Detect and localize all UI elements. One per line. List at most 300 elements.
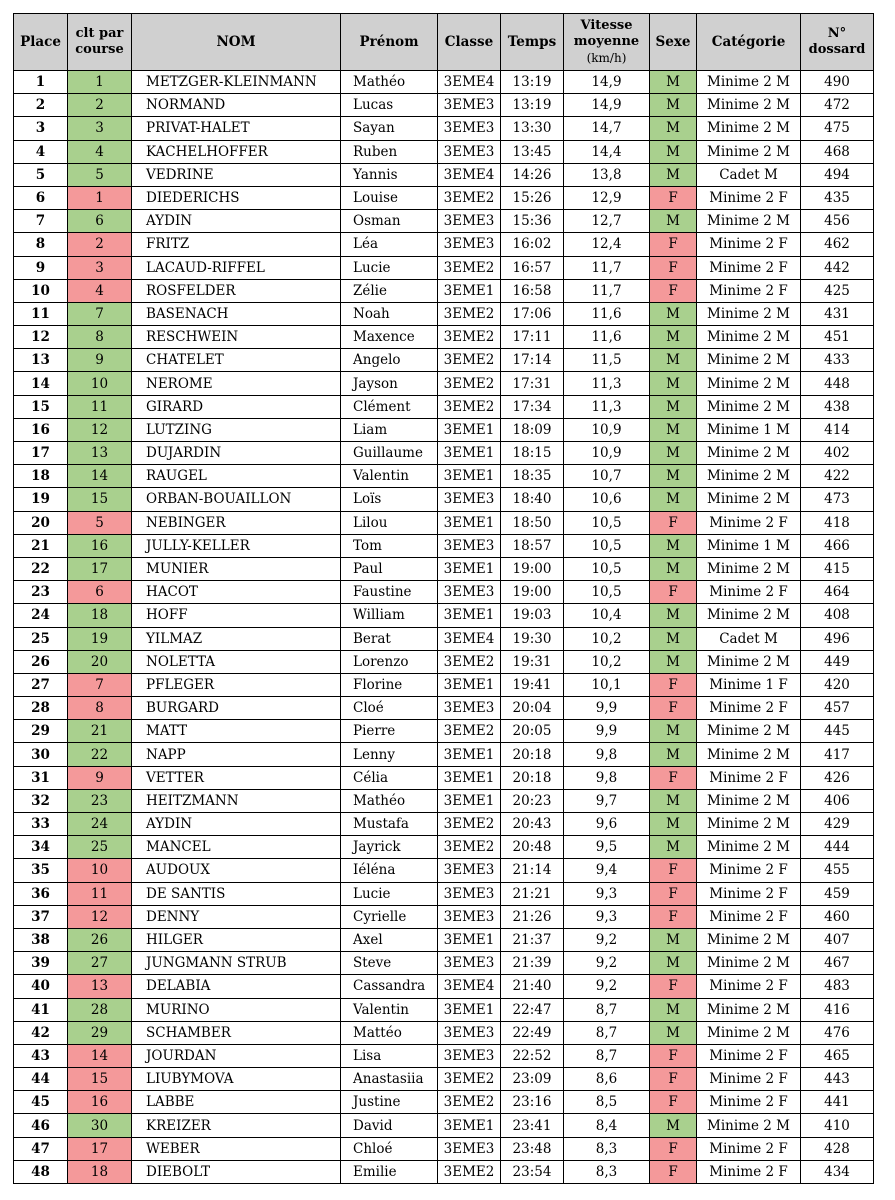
cell-nom: HEITZMANN (132, 789, 341, 812)
cell-prenom: Jayson (341, 372, 438, 395)
cell-nom: JOURDAN (132, 1044, 341, 1067)
cell-nom: NEROME (132, 372, 341, 395)
cell-classe: 3EME3 (438, 1044, 501, 1067)
cell-prenom: Cloé (341, 697, 438, 720)
table-row (14, 952, 874, 975)
cell-sexe: F (650, 882, 697, 905)
table-row (14, 1044, 874, 1067)
cell-dossard: 425 (801, 279, 874, 302)
cell-categorie: Minime 2 M (697, 140, 801, 163)
cell-clt-par-course: 4 (68, 279, 132, 302)
cell-dossard: 442 (801, 256, 874, 279)
cell-place: 39 (14, 952, 68, 975)
cell-temps: 21:14 (501, 859, 564, 882)
cell-place: 28 (14, 697, 68, 720)
cell-dossard: 476 (801, 1021, 874, 1044)
table-row (14, 163, 874, 186)
cell-sexe: M (650, 71, 697, 94)
cell-classe: 3EME2 (438, 836, 501, 859)
cell-temps: 21:37 (501, 928, 564, 951)
cell-prenom: Mathéo (341, 71, 438, 94)
table-row (14, 1160, 874, 1183)
cell-clt-par-course: 11 (68, 395, 132, 418)
cell-place: 2 (14, 94, 68, 117)
cell-vitesse: 10,5 (564, 581, 650, 604)
cell-nom: NOLETTA (132, 650, 341, 673)
cell-clt-par-course: 15 (68, 488, 132, 511)
header-clt-par-course (68, 14, 132, 71)
cell-dossard: 408 (801, 604, 874, 627)
cell-categorie: Minime 1 F (697, 673, 801, 696)
cell-dossard: 494 (801, 163, 874, 186)
cell-classe: 3EME2 (438, 256, 501, 279)
cell-temps: 22:52 (501, 1044, 564, 1067)
cell-prenom: Lisa (341, 1044, 438, 1067)
cell-sexe: F (650, 279, 697, 302)
cell-vitesse: 9,2 (564, 952, 650, 975)
cell-prenom: Tom (341, 534, 438, 557)
cell-clt-par-course: 14 (68, 465, 132, 488)
cell-prenom: Noah (341, 302, 438, 325)
cell-temps: 19:00 (501, 557, 564, 580)
table-row (14, 256, 874, 279)
cell-nom: NAPP (132, 743, 341, 766)
cell-dossard: 407 (801, 928, 874, 951)
cell-clt-par-course: 29 (68, 1021, 132, 1044)
cell-prenom: Lucie (341, 882, 438, 905)
cell-vitesse: 8,3 (564, 1137, 650, 1160)
cell-prenom: Angelo (341, 349, 438, 372)
cell-categorie: Minime 1 M (697, 534, 801, 557)
cell-dossard: 465 (801, 1044, 874, 1067)
cell-sexe: M (650, 465, 697, 488)
cell-vitesse: 9,7 (564, 789, 650, 812)
cell-sexe: F (650, 975, 697, 998)
cell-vitesse: 11,3 (564, 372, 650, 395)
cell-classe: 3EME1 (438, 442, 501, 465)
cell-clt-par-course: 12 (68, 418, 132, 441)
cell-dossard: 451 (801, 326, 874, 349)
cell-sexe: F (650, 1068, 697, 1091)
cell-place: 37 (14, 905, 68, 928)
cell-dossard: 460 (801, 905, 874, 928)
header-clt-line1: clt par (75, 26, 124, 41)
cell-temps: 20:23 (501, 789, 564, 812)
cell-temps: 23:48 (501, 1137, 564, 1160)
cell-prenom: Axel (341, 928, 438, 951)
cell-dossard: 433 (801, 349, 874, 372)
results-sheet (13, 13, 874, 1184)
cell-dossard: 466 (801, 534, 874, 557)
cell-categorie: Minime 2 M (697, 952, 801, 975)
cell-place: 40 (14, 975, 68, 998)
table-row (14, 1068, 874, 1091)
table-row (14, 418, 874, 441)
cell-categorie: Minime 2 M (697, 998, 801, 1021)
cell-prenom: Liam (341, 418, 438, 441)
cell-clt-par-course: 12 (68, 905, 132, 928)
cell-place: 8 (14, 233, 68, 256)
cell-prenom: Osman (341, 210, 438, 233)
cell-temps: 23:09 (501, 1068, 564, 1091)
table-row (14, 813, 874, 836)
cell-place: 36 (14, 882, 68, 905)
cell-place: 17 (14, 442, 68, 465)
cell-prenom: Lilou (341, 511, 438, 534)
table-row (14, 1137, 874, 1160)
cell-clt-par-course: 2 (68, 94, 132, 117)
header-place: Place (14, 14, 68, 71)
cell-vitesse: 9,3 (564, 905, 650, 928)
cell-vitesse: 11,6 (564, 302, 650, 325)
cell-dossard: 444 (801, 836, 874, 859)
cell-temps: 15:26 (501, 186, 564, 209)
cell-prenom: Ruben (341, 140, 438, 163)
cell-sexe: F (650, 233, 697, 256)
cell-temps: 22:47 (501, 998, 564, 1021)
cell-place: 42 (14, 1021, 68, 1044)
cell-categorie: Minime 2 M (697, 210, 801, 233)
cell-prenom: Cyrielle (341, 905, 438, 928)
cell-classe: 3EME3 (438, 697, 501, 720)
cell-categorie: Minime 2 M (697, 1114, 801, 1137)
cell-temps: 17:31 (501, 372, 564, 395)
cell-nom: DIEDERICHS (132, 186, 341, 209)
header-categorie: Catégorie (697, 14, 801, 71)
cell-sexe: M (650, 442, 697, 465)
cell-temps: 23:16 (501, 1091, 564, 1114)
cell-place: 9 (14, 256, 68, 279)
cell-categorie: Minime 2 M (697, 94, 801, 117)
cell-nom: DIEBOLT (132, 1160, 341, 1183)
cell-classe: 3EME1 (438, 766, 501, 789)
cell-sexe: F (650, 1160, 697, 1183)
cell-place: 48 (14, 1160, 68, 1183)
table-row (14, 581, 874, 604)
table-row (14, 859, 874, 882)
cell-nom: AUDOUX (132, 859, 341, 882)
cell-sexe: M (650, 534, 697, 557)
table-row (14, 789, 874, 812)
cell-nom: AYDIN (132, 813, 341, 836)
header-vitesse (564, 14, 650, 71)
table-row (14, 488, 874, 511)
table-row (14, 905, 874, 928)
table-row (14, 928, 874, 951)
cell-clt-par-course: 28 (68, 998, 132, 1021)
table-row (14, 975, 874, 998)
cell-prenom: Emilie (341, 1160, 438, 1183)
cell-categorie: Minime 2 M (697, 1021, 801, 1044)
table-row (14, 511, 874, 534)
cell-temps: 19:00 (501, 581, 564, 604)
cell-clt-par-course: 8 (68, 326, 132, 349)
cell-categorie: Minime 2 F (697, 1160, 801, 1183)
cell-clt-par-course: 5 (68, 511, 132, 534)
cell-clt-par-course: 10 (68, 859, 132, 882)
cell-classe: 3EME2 (438, 650, 501, 673)
cell-clt-par-course: 14 (68, 1044, 132, 1067)
cell-sexe: F (650, 766, 697, 789)
cell-categorie: Minime 2 M (697, 117, 801, 140)
cell-place: 45 (14, 1091, 68, 1114)
cell-vitesse: 10,9 (564, 418, 650, 441)
cell-classe: 3EME2 (438, 813, 501, 836)
cell-classe: 3EME4 (438, 163, 501, 186)
cell-nom: DUJARDIN (132, 442, 341, 465)
cell-place: 29 (14, 720, 68, 743)
header-clt-line2: course (75, 42, 124, 57)
cell-temps: 21:39 (501, 952, 564, 975)
cell-dossard: 434 (801, 1160, 874, 1183)
cell-place: 20 (14, 511, 68, 534)
cell-sexe: F (650, 905, 697, 928)
table-row (14, 604, 874, 627)
cell-nom: NEBINGER (132, 511, 341, 534)
cell-classe: 3EME3 (438, 117, 501, 140)
cell-vitesse: 9,2 (564, 975, 650, 998)
cell-vitesse: 11,3 (564, 395, 650, 418)
cell-place: 10 (14, 279, 68, 302)
table-row (14, 627, 874, 650)
cell-dossard: 417 (801, 743, 874, 766)
cell-clt-par-course: 18 (68, 604, 132, 627)
cell-prenom: Yannis (341, 163, 438, 186)
cell-temps: 18:40 (501, 488, 564, 511)
cell-dossard: 468 (801, 140, 874, 163)
cell-clt-par-course: 11 (68, 882, 132, 905)
cell-temps: 13:45 (501, 140, 564, 163)
table-row (14, 998, 874, 1021)
cell-sexe: M (650, 488, 697, 511)
cell-categorie: Minime 2 M (697, 604, 801, 627)
cell-classe: 3EME3 (438, 882, 501, 905)
cell-nom: YILMAZ (132, 627, 341, 650)
cell-clt-par-course: 30 (68, 1114, 132, 1137)
cell-classe: 3EME4 (438, 627, 501, 650)
table-row (14, 326, 874, 349)
cell-prenom: Sayan (341, 117, 438, 140)
cell-clt-par-course: 6 (68, 210, 132, 233)
cell-categorie: Minime 2 F (697, 256, 801, 279)
cell-dossard: 455 (801, 859, 874, 882)
cell-clt-par-course: 18 (68, 1160, 132, 1183)
cell-prenom: David (341, 1114, 438, 1137)
cell-vitesse: 8,7 (564, 1044, 650, 1067)
cell-place: 7 (14, 210, 68, 233)
cell-categorie: Minime 2 M (697, 720, 801, 743)
cell-place: 34 (14, 836, 68, 859)
cell-categorie: Minime 2 M (697, 442, 801, 465)
cell-place: 13 (14, 349, 68, 372)
cell-nom: RAUGEL (132, 465, 341, 488)
cell-sexe: F (650, 1044, 697, 1067)
cell-prenom: Léa (341, 233, 438, 256)
cell-clt-par-course: 1 (68, 186, 132, 209)
cell-classe: 3EME1 (438, 743, 501, 766)
cell-categorie: Minime 1 M (697, 418, 801, 441)
header-vitesse-line1: Vitesse (580, 18, 633, 33)
cell-vitesse: 9,2 (564, 928, 650, 951)
cell-nom: SCHAMBER (132, 1021, 341, 1044)
cell-temps: 16:58 (501, 279, 564, 302)
table-row (14, 210, 874, 233)
cell-vitesse: 10,5 (564, 534, 650, 557)
cell-clt-par-course: 7 (68, 673, 132, 696)
cell-place: 6 (14, 186, 68, 209)
cell-prenom: Valentin (341, 465, 438, 488)
table-row (14, 534, 874, 557)
cell-place: 16 (14, 418, 68, 441)
cell-vitesse: 10,5 (564, 511, 650, 534)
cell-categorie: Minime 2 M (697, 395, 801, 418)
cell-vitesse: 8,7 (564, 998, 650, 1021)
cell-temps: 23:54 (501, 1160, 564, 1183)
cell-dossard: 438 (801, 395, 874, 418)
cell-clt-par-course: 9 (68, 349, 132, 372)
cell-categorie: Minime 2 F (697, 905, 801, 928)
cell-classe: 3EME3 (438, 1137, 501, 1160)
cell-classe: 3EME2 (438, 186, 501, 209)
cell-nom: KACHELHOFFER (132, 140, 341, 163)
cell-sexe: F (650, 697, 697, 720)
cell-place: 43 (14, 1044, 68, 1067)
cell-sexe: M (650, 418, 697, 441)
cell-prenom: Mathéo (341, 789, 438, 812)
cell-temps: 14:26 (501, 163, 564, 186)
cell-clt-par-course: 23 (68, 789, 132, 812)
cell-place: 24 (14, 604, 68, 627)
cell-classe: 3EME2 (438, 1091, 501, 1114)
cell-nom: AYDIN (132, 210, 341, 233)
cell-place: 3 (14, 117, 68, 140)
cell-temps: 22:49 (501, 1021, 564, 1044)
header-dossard (801, 14, 874, 71)
cell-classe: 3EME1 (438, 789, 501, 812)
cell-dossard: 456 (801, 210, 874, 233)
cell-nom: HACOT (132, 581, 341, 604)
cell-categorie: Minime 2 F (697, 186, 801, 209)
cell-temps: 20:04 (501, 697, 564, 720)
cell-nom: FRITZ (132, 233, 341, 256)
cell-clt-par-course: 22 (68, 743, 132, 766)
cell-clt-par-course: 13 (68, 975, 132, 998)
cell-vitesse: 14,7 (564, 117, 650, 140)
cell-classe: 3EME3 (438, 581, 501, 604)
cell-clt-par-course: 20 (68, 650, 132, 673)
cell-dossard: 402 (801, 442, 874, 465)
cell-temps: 17:14 (501, 349, 564, 372)
cell-vitesse: 12,4 (564, 233, 650, 256)
cell-categorie: Minime 2 F (697, 766, 801, 789)
cell-clt-par-course: 19 (68, 627, 132, 650)
cell-temps: 19:31 (501, 650, 564, 673)
cell-vitesse: 9,8 (564, 766, 650, 789)
table-row (14, 117, 874, 140)
cell-dossard: 483 (801, 975, 874, 998)
cell-dossard: 414 (801, 418, 874, 441)
table-row (14, 349, 874, 372)
cell-place: 41 (14, 998, 68, 1021)
cell-clt-par-course: 8 (68, 697, 132, 720)
table-row (14, 71, 874, 94)
cell-nom: LABBE (132, 1091, 341, 1114)
cell-categorie: Minime 2 F (697, 279, 801, 302)
cell-prenom: Célia (341, 766, 438, 789)
cell-categorie: Minime 2 F (697, 859, 801, 882)
cell-nom: METZGER-KLEINMANN (132, 71, 341, 94)
cell-prenom: Valentin (341, 998, 438, 1021)
cell-prenom: Guillaume (341, 442, 438, 465)
cell-place: 11 (14, 302, 68, 325)
cell-dossard: 467 (801, 952, 874, 975)
cell-prenom: Berat (341, 627, 438, 650)
cell-vitesse: 14,9 (564, 71, 650, 94)
cell-prenom: Steve (341, 952, 438, 975)
cell-temps: 16:02 (501, 233, 564, 256)
cell-place: 47 (14, 1137, 68, 1160)
cell-classe: 3EME2 (438, 349, 501, 372)
cell-nom: MURINO (132, 998, 341, 1021)
cell-dossard: 457 (801, 697, 874, 720)
cell-clt-par-course: 17 (68, 1137, 132, 1160)
cell-sexe: M (650, 998, 697, 1021)
cell-nom: LACAUD-RIFFEL (132, 256, 341, 279)
cell-place: 1 (14, 71, 68, 94)
cell-vitesse: 11,7 (564, 279, 650, 302)
cell-vitesse: 9,3 (564, 882, 650, 905)
cell-categorie: Minime 2 M (697, 71, 801, 94)
cell-categorie: Minime 2 F (697, 1068, 801, 1091)
cell-temps: 21:40 (501, 975, 564, 998)
cell-temps: 19:41 (501, 673, 564, 696)
cell-temps: 20:43 (501, 813, 564, 836)
cell-vitesse: 8,6 (564, 1068, 650, 1091)
cell-classe: 3EME3 (438, 488, 501, 511)
cell-sexe: F (650, 186, 697, 209)
cell-vitesse: 8,3 (564, 1160, 650, 1183)
cell-sexe: M (650, 720, 697, 743)
cell-nom: LUTZING (132, 418, 341, 441)
cell-dossard: 406 (801, 789, 874, 812)
cell-categorie: Minime 2 M (697, 302, 801, 325)
cell-nom: MANCEL (132, 836, 341, 859)
cell-dossard: 418 (801, 511, 874, 534)
cell-temps: 15:36 (501, 210, 564, 233)
cell-vitesse: 10,2 (564, 650, 650, 673)
cell-sexe: F (650, 511, 697, 534)
cell-vitesse: 14,9 (564, 94, 650, 117)
cell-categorie: Minime 2 M (697, 372, 801, 395)
cell-categorie: Cadet M (697, 627, 801, 650)
cell-categorie: Minime 2 M (697, 836, 801, 859)
cell-prenom: Pierre (341, 720, 438, 743)
table-row (14, 673, 874, 696)
cell-prenom: Mattéo (341, 1021, 438, 1044)
cell-temps: 20:18 (501, 766, 564, 789)
cell-sexe: M (650, 604, 697, 627)
cell-place: 19 (14, 488, 68, 511)
cell-sexe: M (650, 1114, 697, 1137)
cell-clt-par-course: 10 (68, 372, 132, 395)
cell-place: 15 (14, 395, 68, 418)
cell-clt-par-course: 24 (68, 813, 132, 836)
cell-dossard: 490 (801, 71, 874, 94)
cell-temps: 13:19 (501, 94, 564, 117)
cell-place: 33 (14, 813, 68, 836)
cell-temps: 18:35 (501, 465, 564, 488)
cell-place: 25 (14, 627, 68, 650)
